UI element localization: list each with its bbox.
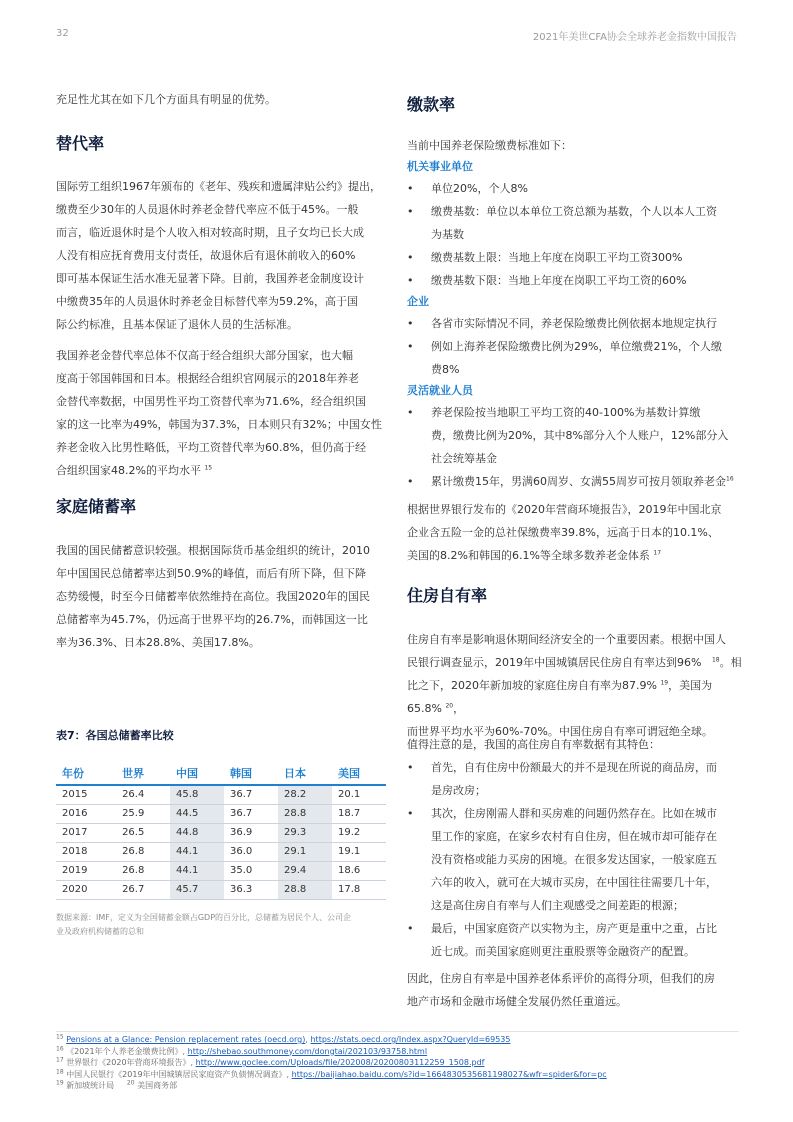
contribution-paragraph [407, 498, 743, 567]
table-cell: 26.8 [116, 861, 170, 880]
list-item [407, 470, 743, 493]
text-line: 费，缴费比例为20%，其中8%部分入个人账户，12%部分入 [431, 429, 729, 442]
housing-conclusion [407, 967, 743, 1013]
housing-features-intro: 值得注意的是，我国的高住房自有率数据有其特色： [407, 738, 660, 751]
footnote-16-link[interactable]: http://shebao.southmoney.com/dongtai/202103/93758.html [187, 1046, 428, 1056]
table-cell: 26.5 [116, 823, 170, 842]
text-line: 家的这一比率为49%，韩国为37.3%，日本则只有32%；中国女性 [56, 418, 382, 431]
footnote-16: $^{16}$ 《2021年个人养老金缴费比例》, http://shebao.southmoney.com/dongtai/202103/93758.html [56, 1044, 428, 1056]
text-line: • 缴费基数下限：当地上年度在岗职工平均工资的60% [431, 274, 687, 287]
table-row [56, 804, 386, 823]
text-line: • 累计缴费15年，男满60周岁、女满55周岁可按月领取养老金$^{16}$ [431, 475, 734, 488]
list-item [407, 246, 743, 269]
table-cell: 36.9 [224, 823, 278, 842]
table-cell: 29.1 [278, 842, 332, 861]
footnote-15-link-2[interactable]: https://stats.oecd.org/Index.aspx?QueryId=69535 [310, 1035, 511, 1044]
table-cell: 2019 [56, 861, 116, 880]
table-cell: 18.6 [332, 861, 386, 880]
list-item [407, 200, 743, 246]
table-row [56, 785, 386, 804]
text-line: 度高于邻国韩国和日本。根据经合组织官网展示的2018年养老 [56, 372, 359, 385]
table-cell: 26.4 [116, 785, 170, 804]
table-cell: 29.3 [278, 823, 332, 842]
table-cell: 20.1 [332, 785, 386, 804]
table-cell: 45.7 [170, 880, 224, 899]
text-line: 际公约标准，且基本保证了退休人员的生活标准。 [56, 318, 298, 331]
text-line: • 养老保险按当地职工平均工资的40-100%为基数计算缴 [431, 406, 701, 419]
footnote-18: $^{18}$ 中国人民银行《2019年中国城镇居民家庭资产负债情况调查》, https://baijiahao.baidu.com/s?id=1664830535681198027&wfr=spider&for=pc [56, 1067, 607, 1079]
footnote-ref: 16 [726, 475, 734, 483]
text-line: • 例如上海养老保险缴费比例为29%，单位缴费21%，个人缴 [431, 340, 722, 353]
table-source-note [56, 911, 396, 939]
contribution-intro: 当前中国养老保险缴费标准如下： [407, 139, 572, 152]
intro-text: 充足性尤其在如下几个方面具有明显的优势。 [56, 93, 276, 106]
text-line: 美国的8.2%和韩国的6.1%等全球多数养老金体系 $^{17}$ [407, 549, 662, 562]
text-line: 地产市场和金融市场健全发展仍然任重道远。 [407, 995, 627, 1008]
text-line: 为基数 [431, 228, 464, 241]
group-title: 灵活就业人员 [407, 384, 473, 397]
text-line: 态势缓慢，时至今日储蓄率依然维持在高位。我国2020年的国民 [56, 590, 370, 603]
housing-features [407, 733, 743, 963]
table-title: 表7：各国总储蓄率比较 [56, 729, 174, 742]
table-cell: 2017 [56, 823, 116, 842]
text-line: • 单位20%，个人8% [431, 182, 528, 195]
table-cell: 18.7 [332, 804, 386, 823]
table-cell: 2016 [56, 804, 116, 823]
list-item [407, 756, 743, 802]
text-line: 是房改房； [431, 784, 486, 797]
text-line: 合组织国家48.2%的平均水平 $^{15}$ [56, 464, 213, 477]
savings-paragraph [56, 539, 396, 654]
list-item [407, 177, 743, 200]
table-cell: 2015 [56, 785, 116, 804]
text-line: 总储蓄率为45.7%，仍远高于世界平均的26.7%，而韩国这一比 [56, 613, 368, 626]
report-title: 2021年美世CFA协会全球养老金指数中国报告 [532, 32, 737, 43]
text-line: 人没有相应抚育费用支付责任，故退休后有退休前收入的60% [56, 249, 356, 262]
text-line: 近七成。而美国家庭则更注重股票等金融资产的配置。 [431, 945, 695, 958]
table-cell: 36.3 [224, 880, 278, 899]
table-row [56, 861, 386, 880]
table-cell: 36.0 [224, 842, 278, 861]
text-line: 而言，临近退休时是个人收入相对较高时期，且子女均已长大成 [56, 226, 364, 239]
table-cell: 45.8 [170, 785, 224, 804]
text-line: 六年的收入，就可在大城市买房，在中国往往需要几十年， [431, 876, 717, 889]
text-line: 年中国国民总储蓄率达到50.9%的峰值，而后有所下降，但下降 [56, 567, 366, 580]
text-line: • 首先，自有住房中份额最大的并不是现在所说的商品房，而 [431, 761, 717, 774]
text-line: 根据世界银行发布的《2020年营商环境报告》，2019年中国北京 [407, 503, 722, 516]
text-line: 没有资格或能力买房的困境。在很多发达国家，一般家庭五 [431, 853, 717, 866]
contribution-section [407, 134, 743, 493]
bullet-list [407, 177, 743, 292]
footnote-17-link[interactable]: http://www.goclee.com/Uploads/file/202008/20200803112259_1508.pdf [195, 1058, 485, 1067]
text-line: 社会统筹基金 [431, 452, 497, 465]
table-cell: 36.7 [224, 804, 278, 823]
table-cell: 26.7 [116, 880, 170, 899]
footnote-ref: 17 [653, 549, 662, 557]
table-cell: 44.1 [170, 861, 224, 880]
table-cell: 19.1 [332, 842, 386, 861]
list-item [407, 269, 743, 292]
list-item [407, 401, 743, 470]
table-cell: 44.5 [170, 804, 224, 823]
table-cell: 35.0 [224, 861, 278, 880]
contribution-heading: 缴款率 [407, 95, 456, 114]
footnote-divider [56, 1031, 739, 1032]
note-line: 业及政府机构储蓄的总和 [56, 927, 144, 936]
table-cell: 28.8 [278, 804, 332, 823]
bullet-list [407, 401, 743, 493]
list-item [407, 312, 743, 335]
text-line: • 各省市实际情况不同，养老保险缴费比例依据本地规定执行 [431, 317, 717, 330]
table-row [56, 823, 386, 842]
text-line: 我国的国民储蓄意识较强。根据国际货币基金组织的统计，2010 [56, 544, 370, 557]
list-item [407, 802, 743, 917]
text-line: 我国养老金替代率总体不仅高于经合组织大部分国家，也大幅 [56, 349, 353, 362]
text-line: 这是高住房自有率与人们主观感受之间差距的根源； [431, 899, 684, 912]
table-cell: 26.8 [116, 842, 170, 861]
table-row [56, 842, 386, 861]
table-header-cell: 世界 [116, 761, 170, 785]
table-header-cell: 美国 [332, 761, 386, 785]
table-header-cell: 日本 [278, 761, 332, 785]
replacement-heading: 替代率 [56, 134, 105, 153]
savings-table [56, 761, 386, 900]
text-line: 缴费至少30年的人员退休时养老金替代率应不低于45%。一般 [56, 203, 359, 216]
note-line: 数据来源：IMF，定义为全国储蓄金额占GDP的百分比，总储蓄为居民个人、公司企 [56, 913, 352, 922]
text-line: • 缴费基数上限：当地上年度在岗职工平均工资300% [431, 251, 683, 264]
footnote-15: $^{15}$ Pensions at a Glance: Pension replacement rates (oecd.org), https://stats.oecd.org/Index.aspx?QueryId=69535 [56, 1033, 511, 1044]
text-line: 金替代率数据，中国男性平均工资替代率为71.6%，经合组织国 [56, 395, 366, 408]
text-line: 国际劳工组织1967年颁布的《老年、残疾和遗属津贴公约》提出， [56, 180, 381, 193]
footnote-17: $^{17}$ 世界银行《2020年营商环境报告》, http://www.goclee.com/Uploads/file/202008/20200803112259_1508.pdf [56, 1056, 485, 1067]
table-cell: 2020 [56, 880, 116, 899]
text-line: 率为36.3%、日本28.8%、美国17.8%。 [56, 636, 260, 649]
table-cell: 17.8 [332, 880, 386, 899]
footnote-15-link-1[interactable]: Pensions at a Glance: Pension replacement rates (oecd.org) [66, 1035, 306, 1044]
group-title: 企业 [407, 295, 429, 308]
footnote-ref: 15 [204, 464, 213, 472]
replacement-paragraph-2 [56, 344, 396, 482]
list-item [407, 917, 743, 963]
housing-heading: 住房自有率 [407, 586, 488, 605]
table-cell: 28.2 [278, 785, 332, 804]
text-line: 因此，住房自有率是中国养老体系评价的高得分项，但我们的房 [407, 972, 715, 985]
bullet-list [407, 312, 743, 381]
text-line: 费8% [431, 363, 460, 376]
table-header-cell: 年份 [56, 761, 116, 785]
text-line: 里工作的家庭，在家乡农村有自住房，但在城市却可能存在 [431, 830, 717, 843]
text-line: 即可基本保证生活水准无显著下降。目前，我国养老金制度设计 [56, 272, 364, 285]
footnotes [56, 1034, 746, 1092]
footnote-19-20: $^{19}$ 新加坡统计局 $^{20}$ 美国商务部 [56, 1079, 178, 1090]
page-number: 32 [56, 28, 69, 39]
table-header-cell: 中国 [170, 761, 224, 785]
table-cell: 29.4 [278, 861, 332, 880]
list-item [407, 335, 743, 381]
savings-heading: 家庭储蓄率 [56, 497, 137, 516]
text-line: • 最后，中国家庭资产以实物为主，房产更是重中之重，占比 [431, 922, 717, 935]
group-title: 机关事业单位 [407, 160, 473, 173]
housing-paragraph-1: 住房自有率是影响退休期间经济安全的一个重要因素。根据中国人 民银行调查显示，2019年中国城镇居民住房自有率达到96% $^{18}$。相 比之下，2020年新加坡的家庭住房自有率为87.9% $^{19}$，美国为65.8% $^{20}$， 而世界平均水平为60%-70%。中国住房自有率可谓冠绝全球。 [407, 633, 742, 738]
table-cell: 44.8 [170, 823, 224, 842]
table-cell: 19.2 [332, 823, 386, 842]
replacement-paragraph-1 [56, 175, 396, 336]
table-cell: 2018 [56, 842, 116, 861]
footnote-18-link[interactable]: https://baijiahao.baidu.com/s?id=1664830535681198027&wfr=spider&for=pc [291, 1069, 607, 1079]
text-line: • 缴费基数：单位以本单位工资总额为基数，个人以本人工资 [431, 205, 717, 218]
table-header-cell: 韩国 [224, 761, 278, 785]
table-cell: 25.9 [116, 804, 170, 823]
table-cell: 36.7 [224, 785, 278, 804]
text-line: 企业含五险一金的总社保缴费率39.8%，远高于日本的10.1%、 [407, 526, 719, 539]
text-line: 中缴费35年的人员退休时养老金目标替代率为59.2%，高于国 [56, 295, 358, 308]
text-line: 养老金收入比男性略低，平均工资替代率为60.8%，但仍高于经 [56, 441, 366, 454]
text-line: • 其次，住房刚需人群和买房难的问题仍然存在。比如在城市 [431, 807, 717, 820]
table-cell: 28.8 [278, 880, 332, 899]
table-cell: 44.1 [170, 842, 224, 861]
table-row [56, 880, 386, 899]
